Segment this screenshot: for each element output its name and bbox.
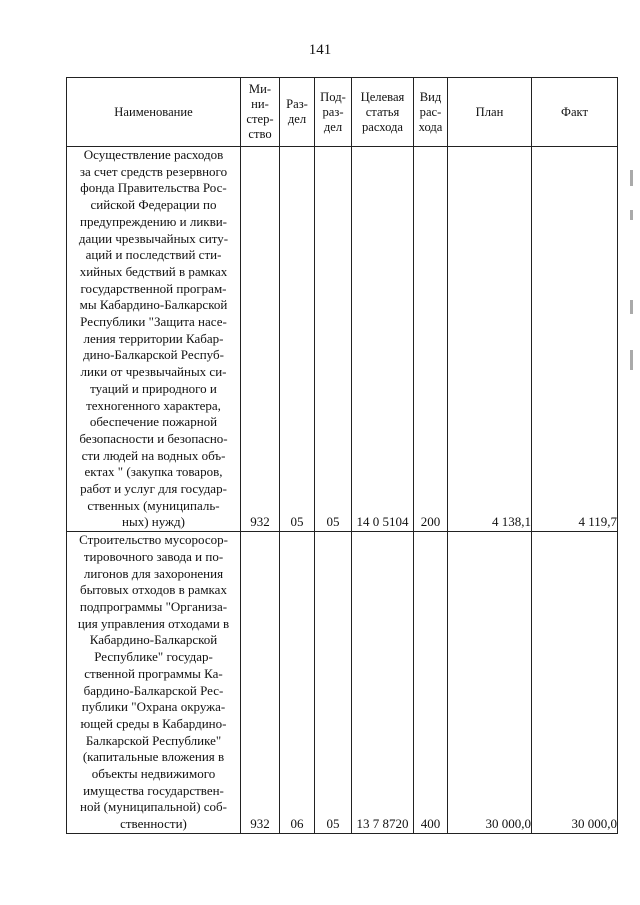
- header-subsection: Под- раз- дел: [315, 78, 352, 147]
- cell-subsection: 05: [315, 532, 352, 834]
- header-row: [67, 78, 618, 147]
- cell-fact: 4 119,7: [532, 147, 618, 532]
- cell-type: 200: [414, 147, 448, 532]
- header-target: Целевая статья расхода: [352, 78, 414, 147]
- cell-fact: 30 000,0: [532, 532, 618, 834]
- cell-target: 14 0 5104: [352, 147, 414, 532]
- cell-type: 400: [414, 532, 448, 834]
- table-row: [67, 532, 618, 834]
- header-name: Наименование: [67, 78, 241, 147]
- cell-target: 13 7 8720: [352, 532, 414, 834]
- cell-plan: 30 000,0: [448, 532, 532, 834]
- cell-plan: 4 138,1: [448, 147, 532, 532]
- cell-ministry: 932: [241, 147, 280, 532]
- cell-section: 06: [280, 532, 315, 834]
- header-fact: Факт: [532, 78, 618, 147]
- header-ministry: Ми- ни- стер- ство: [241, 78, 280, 147]
- cell-section: 05: [280, 147, 315, 532]
- row-description: Осуществление расходов за счет средств резервного фонда Правительства Рос- сийской Федерации по предупреждению и ликви- дации чрезвычайных ситу- аций и последствий сти- хийных бедствий в рамках государственной програм- мы Кабардино-Балкарской Республики "Защита насе- ления территории Кабар- дино-Балкарской Респуб- лики от чрезвычайных си- туаций и природного и техногенного характера, обеспечение пожарной безопасности и безопасно- сти людей на водных объ- ектах " (закупка товаров, работ и услуг для государ- ственных (муниципаль- ных) нужд): [67, 147, 241, 532]
- table-row: [67, 147, 618, 532]
- page-number: 141: [308, 42, 332, 58]
- row-description: Строительство мусоросор- тировочного завода и по- лигонов для захоронения бытовых отходов в рамках подпрограммы "Организа- ция управления отходами в Кабардино-Балкарской Республике" государ- ственной программы Ка- бардино-Балкарской Рес- публики "Охрана окружа- ющей среды в Кабардино- Балкарской Республике" (капитальные вложения в объекты недвижимого имущества государствен- ной (муниципальной) соб- ственности): [67, 532, 241, 834]
- header-plan: План: [448, 78, 532, 147]
- header-type: Вид рас- хода: [414, 78, 448, 147]
- cell-subsection: 05: [315, 147, 352, 532]
- scan-edge-marks: [630, 150, 634, 450]
- budget-table: [66, 77, 618, 834]
- header-section: Раз- дел: [280, 78, 315, 147]
- cell-ministry: 932: [241, 532, 280, 834]
